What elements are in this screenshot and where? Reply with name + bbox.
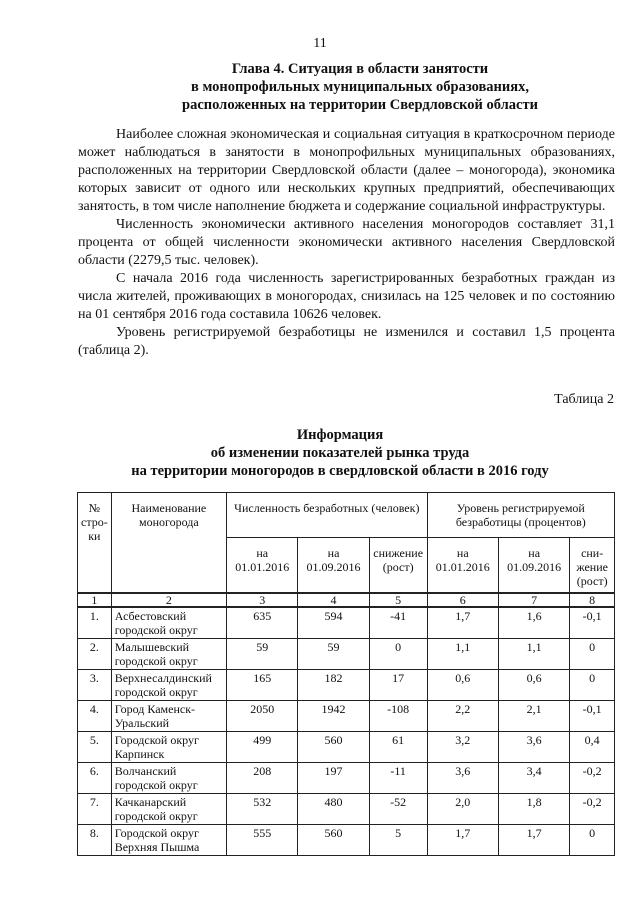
rate-jan: 2,0 bbox=[427, 794, 498, 825]
header-unemployed-change: снижение (рост) bbox=[369, 538, 427, 594]
rate-change: -0,1 bbox=[570, 607, 615, 639]
unemployed-jan: 165 bbox=[227, 670, 298, 701]
rate-change: 0 bbox=[570, 639, 615, 670]
town-name: Город Каменск-Уральский bbox=[111, 701, 226, 732]
table-row bbox=[78, 763, 615, 794]
unemployed-jan: 59 bbox=[227, 639, 298, 670]
unemployed-sep: 59 bbox=[298, 639, 369, 670]
rate-sep: 1,7 bbox=[498, 825, 569, 856]
unemployed-change: -108 bbox=[369, 701, 427, 732]
row-number: 1. bbox=[78, 607, 112, 639]
row-number: 8. bbox=[78, 825, 112, 856]
body-text bbox=[78, 126, 615, 360]
town-name: Городской округ Карпинск bbox=[111, 732, 226, 763]
header-unemployment-rate: Уровень регистрируемой безработицы (процентов) bbox=[427, 493, 614, 538]
column-number: 2 bbox=[111, 593, 226, 607]
town-name: Волчанский городской округ bbox=[111, 763, 226, 794]
table-row bbox=[78, 670, 615, 701]
unemployed-sep: 594 bbox=[298, 607, 369, 639]
paragraph: Уровень регистрируемой безработицы не изменился и составил 1,5 процента (таблица 2). bbox=[78, 325, 615, 358]
column-number: 6 bbox=[427, 593, 498, 607]
rate-jan: 1,1 bbox=[427, 639, 498, 670]
town-name: Асбестовский городской округ bbox=[111, 607, 226, 639]
header-unemployed-sep: на 01.09.2016 bbox=[298, 538, 369, 594]
column-number: 5 bbox=[369, 593, 427, 607]
table-title bbox=[60, 426, 620, 480]
rate-jan: 1,7 bbox=[427, 825, 498, 856]
unemployed-change: -11 bbox=[369, 763, 427, 794]
rate-jan: 3,2 bbox=[427, 732, 498, 763]
table-row bbox=[78, 825, 615, 856]
table-title-line: об изменении показателей рынка труда bbox=[210, 445, 470, 461]
page-number: 11 bbox=[313, 36, 327, 51]
rate-sep: 1,6 bbox=[498, 607, 569, 639]
rate-change: 0 bbox=[570, 670, 615, 701]
rate-jan: 3,6 bbox=[427, 763, 498, 794]
unemployed-sep: 182 bbox=[298, 670, 369, 701]
unemployed-sep: 1942 bbox=[298, 701, 369, 732]
table-title-line: на территории моногородов в свердловской области в 2016 году bbox=[131, 463, 549, 479]
column-number: 3 bbox=[227, 593, 298, 607]
unemployed-change: -41 bbox=[369, 607, 427, 639]
chapter-title-line: расположенных на территории Свердловской области bbox=[182, 97, 538, 113]
rate-jan: 2,2 bbox=[427, 701, 498, 732]
rate-jan: 1,7 bbox=[427, 607, 498, 639]
unemployed-change: 5 bbox=[369, 825, 427, 856]
unemployed-change: 61 bbox=[369, 732, 427, 763]
unemployed-change: -52 bbox=[369, 794, 427, 825]
header-unemployed-count: Численность безработных (человек) bbox=[227, 493, 428, 538]
row-number: 7. bbox=[78, 794, 112, 825]
column-number: 1 bbox=[78, 593, 112, 607]
rate-sep: 3,6 bbox=[498, 732, 569, 763]
town-name: Городской округ Верхняя Пышма bbox=[111, 825, 226, 856]
labor-market-table bbox=[77, 492, 615, 856]
unemployed-jan: 635 bbox=[227, 607, 298, 639]
town-name: Качканарский городской округ bbox=[111, 794, 226, 825]
unemployed-sep: 197 bbox=[298, 763, 369, 794]
column-number: 8 bbox=[570, 593, 615, 607]
unemployed-sep: 560 bbox=[298, 825, 369, 856]
row-number: 3. bbox=[78, 670, 112, 701]
paragraph: Численность экономически активного населения моногородов составляет 31,1 процента от общей численности экономически активного населения Свердловской области (2279,5 тыс. человек). bbox=[78, 217, 615, 268]
unemployed-jan: 2050 bbox=[227, 701, 298, 732]
unemployed-change: 0 bbox=[369, 639, 427, 670]
row-number: 5. bbox=[78, 732, 112, 763]
table-title-line: Информация bbox=[296, 427, 384, 443]
rate-change: -0,1 bbox=[570, 701, 615, 732]
town-name: Верхнесалдинский городской округ bbox=[111, 670, 226, 701]
table-row bbox=[78, 732, 615, 763]
table-row bbox=[78, 701, 615, 732]
unemployed-sep: 560 bbox=[298, 732, 369, 763]
row-number: 6. bbox=[78, 763, 112, 794]
header-rate-sep: на 01.09.2016 bbox=[498, 538, 569, 594]
row-number: 4. bbox=[78, 701, 112, 732]
header-unemployed-jan: на 01.01.2016 bbox=[227, 538, 298, 594]
column-number: 7 bbox=[498, 593, 569, 607]
table-label: Таблица 2 bbox=[554, 392, 614, 407]
rate-change: 0 bbox=[570, 825, 615, 856]
table-row bbox=[78, 607, 615, 639]
rate-sep: 0,6 bbox=[498, 670, 569, 701]
rate-sep: 2,1 bbox=[498, 701, 569, 732]
paragraph: С начала 2016 года численность зарегистрированных безработных граждан из числа жителей, проживающих в моногородах, снизилась на 125 человек и по состоянию на 01 сентября 2016 года составила 10626 человек. bbox=[78, 271, 615, 322]
header-town-name: Наименование моногорода bbox=[111, 493, 226, 594]
table-row bbox=[78, 639, 615, 670]
unemployed-change: 17 bbox=[369, 670, 427, 701]
header-rate-jan: на 01.01.2016 bbox=[427, 538, 498, 594]
unemployed-jan: 499 bbox=[227, 732, 298, 763]
rate-sep: 1,8 bbox=[498, 794, 569, 825]
rate-change: -0,2 bbox=[570, 794, 615, 825]
unemployed-sep: 480 bbox=[298, 794, 369, 825]
row-number: 2. bbox=[78, 639, 112, 670]
header-rate-change: сни-жение (рост) bbox=[570, 538, 615, 594]
chapter-title-line: Глава 4. Ситуация в области занятости bbox=[231, 61, 489, 77]
column-number: 4 bbox=[298, 593, 369, 607]
header-row-number: № стро-ки bbox=[78, 493, 112, 594]
rate-change: 0,4 bbox=[570, 732, 615, 763]
rate-sep: 3,4 bbox=[498, 763, 569, 794]
rate-sep: 1,1 bbox=[498, 639, 569, 670]
chapter-title-line: в монопрофильных муниципальных образованиях, bbox=[191, 79, 529, 95]
town-name: Малышевский городской округ bbox=[111, 639, 226, 670]
rate-jan: 0,6 bbox=[427, 670, 498, 701]
unemployed-jan: 208 bbox=[227, 763, 298, 794]
table-row bbox=[78, 794, 615, 825]
unemployed-jan: 555 bbox=[227, 825, 298, 856]
rate-change: -0,2 bbox=[570, 763, 615, 794]
chapter-title bbox=[80, 60, 640, 114]
paragraph: Наиболее сложная экономическая и социальная ситуация в краткосрочном периоде может наблюдаться в занятости в монопрофильных муниципальных образованиях, расположенных на территории Свердловской области (далее – моногорода), экономика которых зависит от одного или нескольких крупных предприятий, обеспечивающих занятость, в том числе наполнение бюджета и содержание социальной инфраструктуры. bbox=[78, 127, 615, 214]
unemployed-jan: 532 bbox=[227, 794, 298, 825]
